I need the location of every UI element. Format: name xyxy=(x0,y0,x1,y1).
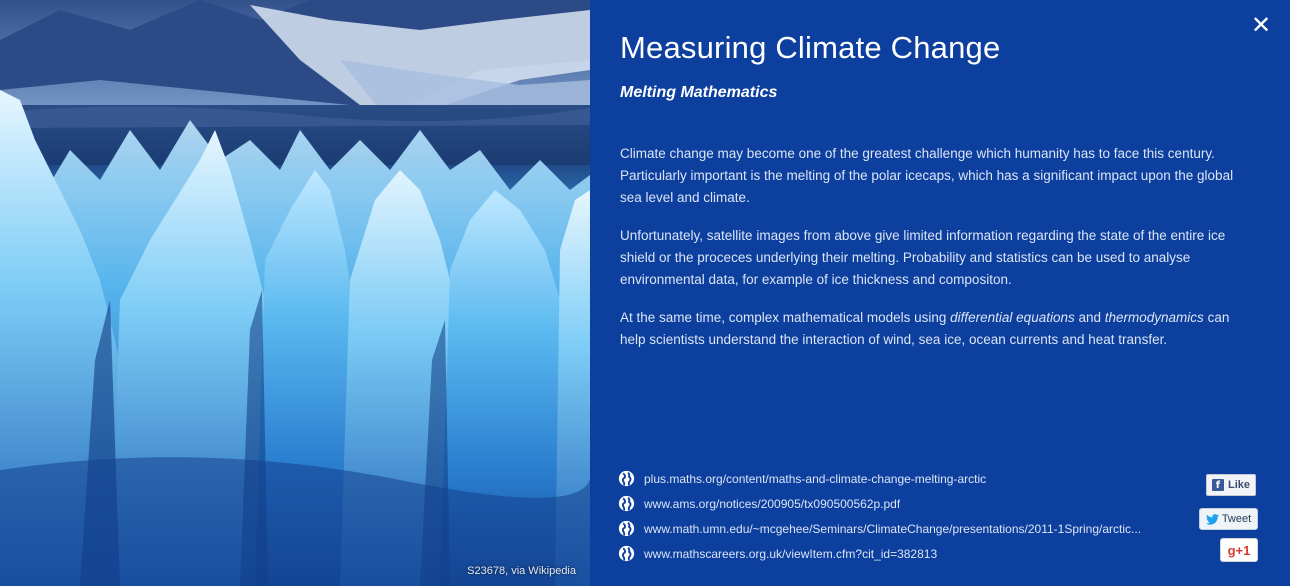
term-differential-equations: differential equations xyxy=(950,310,1075,325)
google-plus-button[interactable] xyxy=(1220,538,1258,562)
facebook-icon: f xyxy=(1212,479,1224,491)
facebook-like-button[interactable] xyxy=(1206,474,1256,496)
glacier-illustration xyxy=(0,0,590,586)
paragraph-3-text-a: At the same time, complex mathematical models using xyxy=(620,310,951,325)
paragraph-3 xyxy=(620,307,1250,351)
twitter-bird-icon xyxy=(1206,514,1219,525)
link-plus-maths[interactable] xyxy=(618,466,1198,491)
globe-icon xyxy=(618,545,635,562)
tweet-button[interactable] xyxy=(1199,508,1258,530)
page-title: Measuring Climate Change xyxy=(620,30,1001,65)
globe-icon xyxy=(618,470,635,487)
link-mathscareers[interactable] xyxy=(618,541,1198,566)
paragraph-3-text-b: and xyxy=(1074,310,1105,325)
paragraph-2: Unfortunately, satellite images from above give limited information regarding the state of the entire ice shield or the proceces underlying their melting. Probability and statistics can be used to analyse environmental data, for example of ice thickness and compositon. xyxy=(620,228,1226,287)
gplus-label: g+1 xyxy=(1227,542,1251,558)
paragraph-1: Climate change may become one of the greatest challenge which humanity has to face this century. Particularly important is the melting of the polar icecaps, which has a significant impact upon the global sea level and climate. xyxy=(620,146,1234,205)
like-label: Like xyxy=(1227,479,1250,491)
globe-icon xyxy=(618,520,635,537)
link-url[interactable]: www.ams.org/notices/200905/tx090500562p.pdf xyxy=(644,496,901,511)
article-body xyxy=(620,143,1250,367)
link-url[interactable]: plus.maths.org/content/maths-and-climate-change-melting-arctic xyxy=(644,471,987,486)
link-umn[interactable] xyxy=(618,516,1198,541)
content-panel xyxy=(590,0,1290,586)
globe-icon xyxy=(618,495,635,512)
reference-links xyxy=(618,466,1198,566)
link-url[interactable]: www.math.umn.edu/~mcgehee/Seminars/ClimateChange/presentations/2011-1Spring/arctic... xyxy=(644,521,1142,536)
link-url[interactable]: www.mathscareers.org.uk/viewItem.cfm?cit_id=382813 xyxy=(644,546,938,561)
page-subtitle: Melting Mathematics xyxy=(620,84,778,101)
tweet-label: Tweet xyxy=(1221,513,1252,525)
link-ams[interactable] xyxy=(618,491,1198,516)
paragraph-3-text-c: can help scientists understand the interaction of wind, sea ice, ocean currents and heat transfer. xyxy=(620,310,1230,347)
glacier-photo xyxy=(0,0,590,586)
photo-credit[interactable]: S23678, via Wikipedia xyxy=(467,565,576,577)
term-thermodynamics: thermodynamics xyxy=(1104,310,1204,325)
close-icon[interactable]: ✕ xyxy=(1250,11,1272,39)
